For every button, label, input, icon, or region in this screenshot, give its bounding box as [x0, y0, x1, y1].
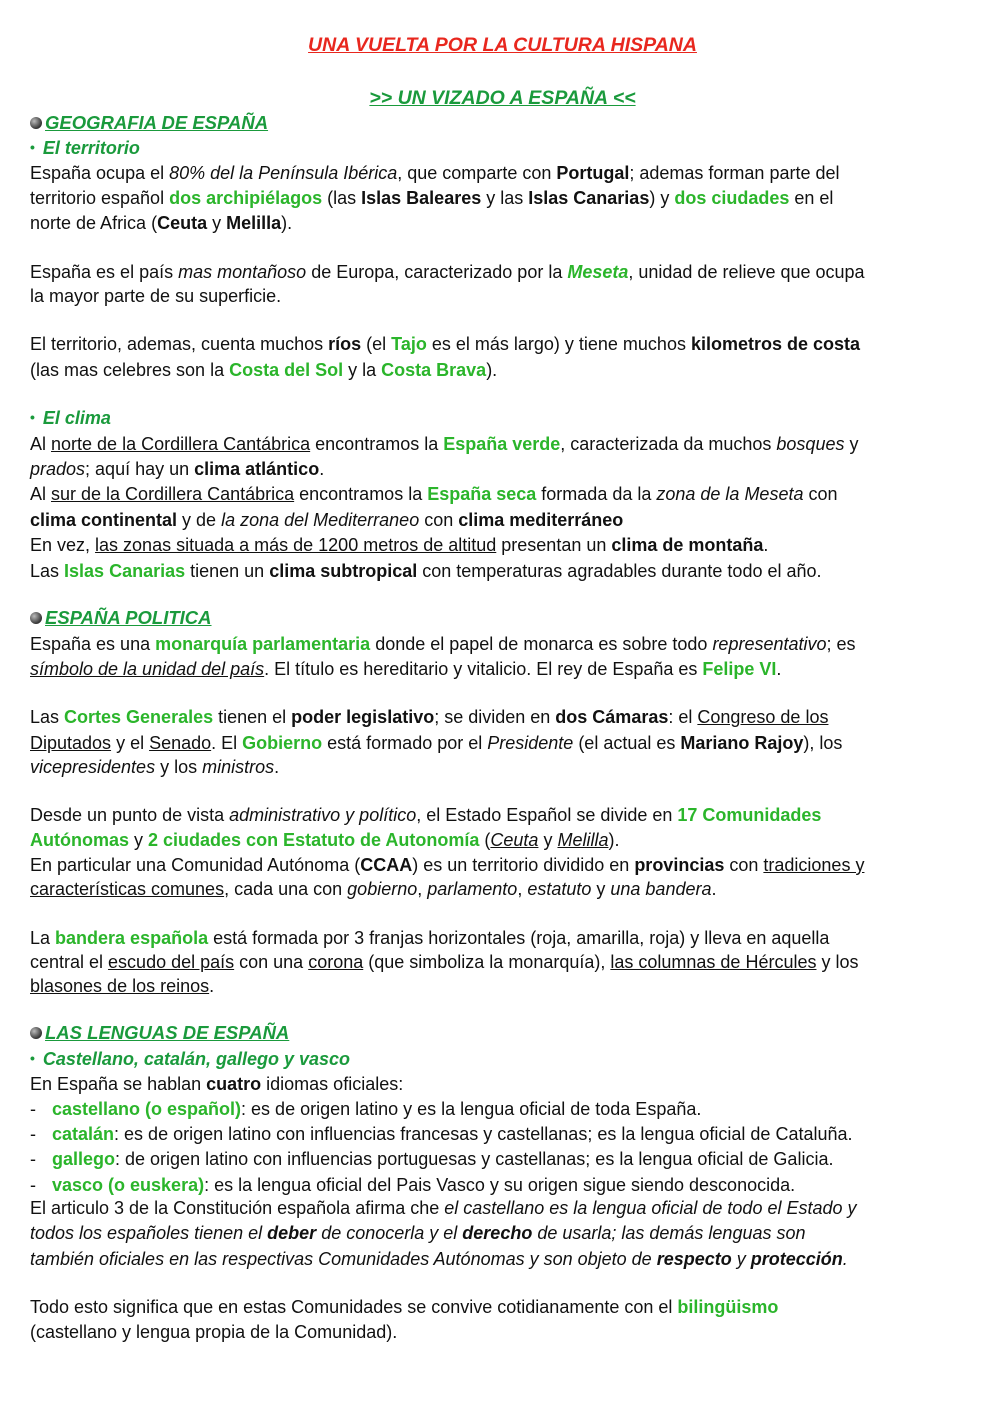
- text-line: clima continental y de la zona del Mediterraneo con clima mediterráneo: [30, 510, 624, 530]
- text-line: Al norte de la Cordillera Cantábrica encontramos la España verde, caracterizada da muchos bosques y: [30, 434, 859, 454]
- text-line: Diputados y el Senado. El Gobierno está formado por el Presidente (el actual es Mariano Rajoy), los: [30, 733, 843, 753]
- text-line: la mayor parte de su superficie.: [30, 286, 282, 306]
- section-politica-heading: ESPAÑA POLITICA: [30, 607, 212, 629]
- bullet-icon: •: [30, 409, 35, 425]
- text-line: blasones de los reinos.: [30, 976, 215, 996]
- list-item: - catalán: es de origen latino con influencias francesas y castellanas; es la lengua oficial de Cataluña.: [30, 1124, 853, 1144]
- document-title: UNA VUELTA POR LA CULTURA HISPANA: [308, 34, 697, 56]
- text-line: central el escudo del país con una corona (que simboliza la monarquía), las columnas de Hércules y los: [30, 952, 859, 972]
- subsection-lenguas-title: • Castellano, catalán, gallego y vasco: [30, 1049, 351, 1069]
- text-line: (castellano y lengua propia de la Comunidad).: [30, 1322, 398, 1342]
- text-line: Autónomas y 2 ciudades con Estatuto de Autonomía (Ceuta y Melilla).: [30, 830, 620, 850]
- list-item: - vasco (o euskera): es la lengua oficial del Pais Vasco y su origen sigue siendo desconocida.: [30, 1175, 796, 1195]
- text-line: España ocupa el 80% del la Península Ibérica, que comparte con Portugal; ademas forman parte del: [30, 163, 840, 183]
- text-line: territorio español dos archipiélagos (las Islas Baleares y las Islas Canarias) y dos ciudades en el: [30, 188, 834, 208]
- bullet-icon: [30, 117, 42, 129]
- bullet-icon: [30, 612, 42, 624]
- text-line: símbolo de la unidad del país. El título es hereditario y vitalicio. El rey de España es Felipe VI.: [30, 659, 782, 679]
- list-item: - castellano (o español): es de origen latino y es la lengua oficial de toda España.: [30, 1099, 702, 1119]
- text-line: Al sur de la Cordillera Cantábrica encontramos la España seca formada da la zona de la Meseta con: [30, 484, 838, 504]
- text-line: Las Islas Canarias tienen un clima subtropical con temperaturas agradables durante todo el año.: [30, 561, 822, 581]
- text-line: En particular una Comunidad Autónoma (CCAA) es un territorio dividido en provincias con tradiciones y: [30, 855, 865, 875]
- text-line: Desde un punto de vista administrativo y político, el Estado Español se divide en 17 Comunidades: [30, 805, 822, 825]
- text-line: características comunes, cada una con gobierno, parlamento, estatuto y una bandera.: [30, 879, 717, 899]
- text-line: En España se hablan cuatro idiomas oficiales:: [30, 1074, 404, 1094]
- list-item: - gallego: de origen latino con influencias portuguesas y castellanas; es la lengua oficial de Galicia.: [30, 1149, 834, 1169]
- text-line: Todo esto significa que en estas Comunidades se convive cotidianamente con el bilingüismo: [30, 1297, 779, 1317]
- text-line: España es una monarquía parlamentaria donde el papel de monarca es sobre todo representativo; es: [30, 634, 856, 654]
- text-line: España es el país mas montañoso de Europa, caracterizado por la Meseta, unidad de relieve que ocupa: [30, 262, 865, 282]
- text-line: El territorio, ademas, cuenta muchos ríos (el Tajo es el más largo) y tiene muchos kilometros de costa: [30, 334, 861, 354]
- text-line: todos los españoles tienen el deber de conocerla y el derecho de usarla; las demás lenguas son: [30, 1223, 806, 1243]
- bullet-icon: [30, 1027, 42, 1039]
- text-line: Las Cortes Generales tienen el poder legislativo; se dividen en dos Cámaras: el Congreso de los: [30, 707, 829, 727]
- bullet-icon: •: [30, 1050, 35, 1066]
- subsection-clima-title: • El clima: [30, 408, 111, 428]
- text-line: también oficiales en las respectivas Comunidades Autónomas y son objeto de respecto y protección.: [30, 1249, 848, 1269]
- text-line: vicepresidentes y los ministros.: [30, 757, 280, 777]
- section-lenguas-heading: LAS LENGUAS DE ESPAÑA: [30, 1022, 289, 1044]
- text-line: norte de Africa (Ceuta y Melilla).: [30, 213, 293, 233]
- subsection-territorio-title: • El territorio: [30, 138, 140, 158]
- text-line: prados; aquí hay un clima atlántico.: [30, 459, 325, 479]
- section-geografia-heading: GEOGRAFIA DE ESPAÑA: [30, 112, 268, 134]
- document-subtitle: >> UN VIZADO A ESPAÑA <<: [369, 87, 636, 109]
- text-line: La bandera española está formada por 3 franjas horizontales (roja, amarilla, roja) y lleva en aquella: [30, 928, 830, 948]
- text-line: El articulo 3 de la Constitución española afirma che el castellano es la lengua oficial de todo el Estado y: [30, 1198, 857, 1218]
- text-line: (las mas celebres son la Costa del Sol y la Costa Brava).: [30, 360, 498, 380]
- text-line: En vez, las zonas situada a más de 1200 metros de altitud presentan un clima de montaña.: [30, 535, 769, 555]
- bullet-icon: •: [30, 139, 35, 155]
